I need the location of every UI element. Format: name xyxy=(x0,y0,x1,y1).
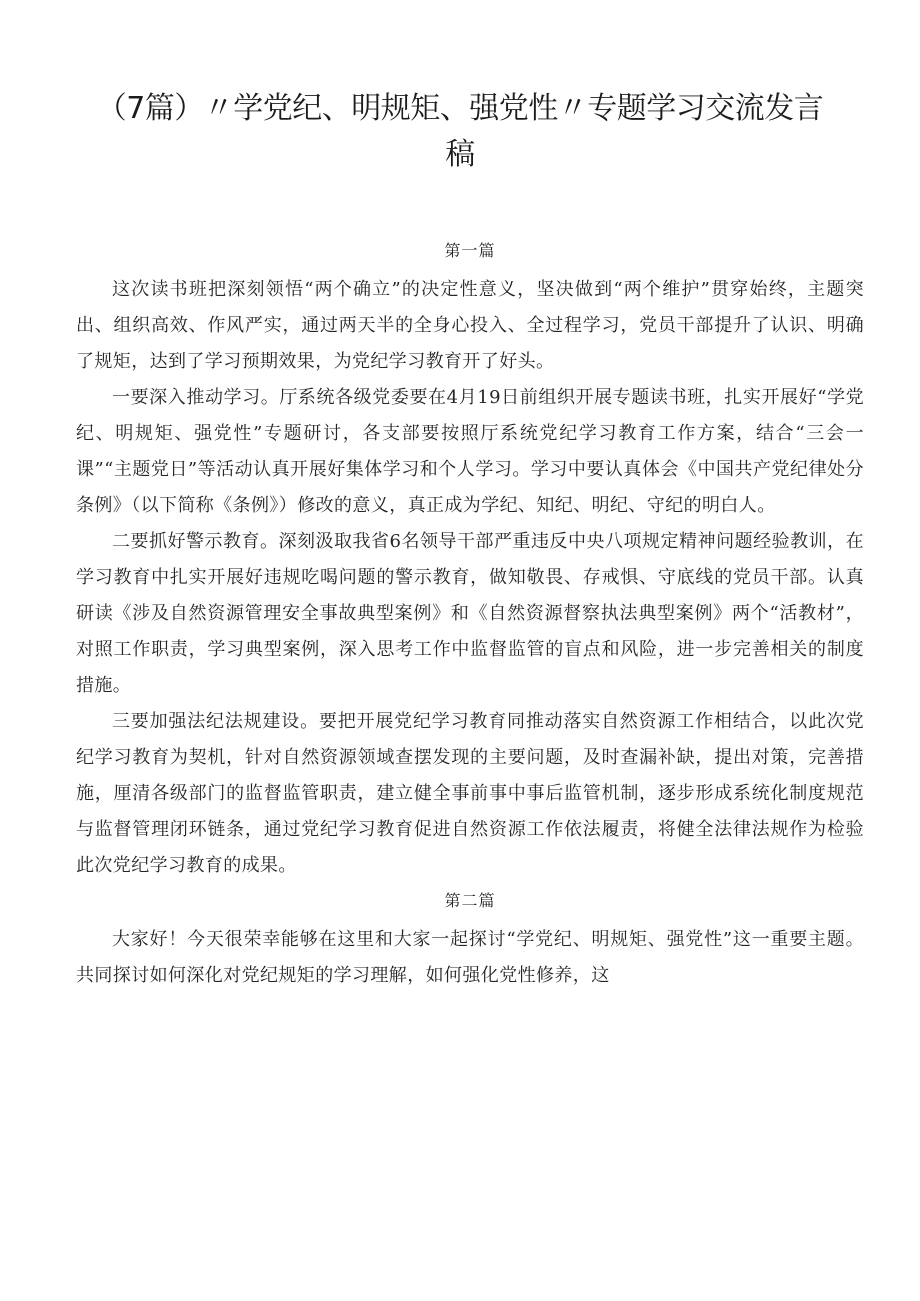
section-heading: 第二篇 xyxy=(444,891,496,910)
paragraph: 一要深入推动学习。厅系统各级党委要在4月19日前组织开展专题读书班，扎实开展好“学党纪、明规矩、强党性”专题研讨，各支部要按照厅系统党纪学习教育工作方案，结合“三会一课”“主题党日”等活动认真开展好集体学习和个人学习。学习中要认真体会《中国共产党纪律处分条例》（以下简称《条例》）修改的意义，真正成为学纪、知纪、明纪、守纪的明白人。 xyxy=(76,387,864,516)
paragraph: 这次读书班把深刻领悟“两个确立”的决定性意义，坚决做到“两个维护”贯穿始终，主题突出、组织高效、作风严实，通过两天半的全身心投入、全过程学习，党员干部提升了认识、明确了规矩，达到了学习预期效果，为党纪学习教育开了好头。 xyxy=(76,279,864,372)
section-2 xyxy=(76,890,864,994)
section-heading: 第一篇 xyxy=(444,241,496,260)
document-title: （7篇）〃学党纪、明规矩、强党性〃专题学习交流发言稿 xyxy=(96,91,824,172)
paragraph: 二要抓好警示教育。深刻汲取我省6名领导干部严重违反中央八项规定精神问题经验教训，在学习教育中扎实开展好违规吃喝问题的警示教育，做知敬畏、存戒惧、守底线的党员干部。认真研读《涉及自然资源管理安全事故典型案例》和《自然资源督察执法典型案例》两个“活教材”，对照工作职责，学习典型案例，深入思考工作中监督监管的盲点和风险，进一步完善相关的制度措施。 xyxy=(76,531,864,696)
paragraph: 三要加强法纪法规建设。要把开展党纪学习教育同推动落实自然资源工作相结合，以此次党纪学习教育为契机，针对自然资源领域查摆发现的主要问题，及时查漏补缺，提出对策，完善措施，厘清各级部门的监督监管职责，建立健全事前事中事后监管机制，逐步形成系统化制度规范与监督管理闭环链条，通过党纪学习教育促进自然资源工作依法履责，将健全法律法规作为检验此次党纪学习教育的成果。 xyxy=(76,711,864,876)
section-1 xyxy=(76,240,864,884)
paragraph: 大家好！今天很荣幸能够在这里和大家一起探讨“学党纪、明规矩、强党性”这一重要主题。共同探讨如何深化对党纪规矩的学习理解，如何强化党性修养，这 xyxy=(76,929,864,986)
document-body xyxy=(76,240,864,994)
